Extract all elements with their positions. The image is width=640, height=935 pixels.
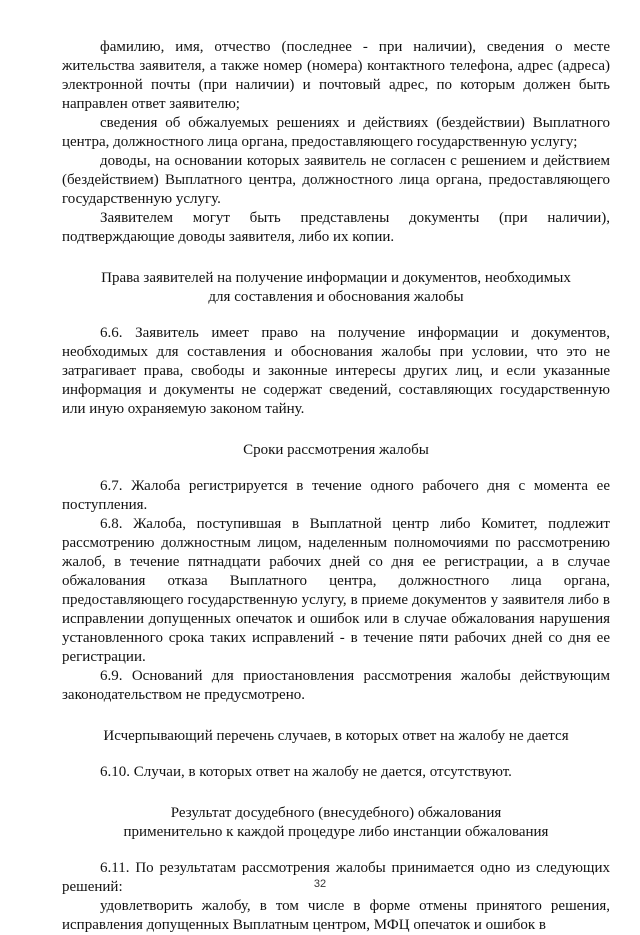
section-heading-exhaustive-list: Исчерпывающий перечень случаев, в которых ответ на жалобу не дается [103, 728, 569, 744]
paragraph-arguments: доводы, на основании которых заявитель не согласен с решением и действием (бездействием) Выплатного центра, должностного лица органа, предоставляющего государственную услугу. [62, 153, 610, 207]
section-heading-result-line2: применительно к каждой процедуре либо инстанции обжалования [123, 824, 549, 840]
paragraph-supporting-documents: Заявителем могут быть представлены документы (при наличии), подтверждающие доводы заявителя, либо их копии. [62, 210, 610, 245]
paragraph-6-8: 6.8. Жалоба, поступившая в Выплатной центр либо Комитет, подлежит рассмотрению должностным лицом, наделенным полномочиями по рассмотрению жалоб, в течение пятнадцати рабочих дней со дня ее регистрации, а в случае обжалования отказа Выплатного центра, должностного лица органа, предоставляющего государственную услугу, в приеме документов у заявителя либо в исправлении допущенных опечаток и ошибок или в случае обжалования нарушения установленного срока таких исправлений - в течение пяти рабочих дней со дня ее регистрации. [62, 516, 610, 665]
paragraph-6-7: 6.7. Жалоба регистрируется в течение одного рабочего дня с момента ее поступления. [62, 478, 610, 513]
page-number: 32 [313, 878, 327, 890]
paragraph-6-11: 6.11. По результатам рассмотрения жалобы принимается одно из следующих решений: [62, 860, 610, 895]
section-heading-terms: Сроки рассмотрения жалобы [243, 442, 429, 458]
section-heading-result [62, 804, 610, 842]
section-heading-rights-line1: Права заявителей на получение информации и документов, необходимых [101, 270, 571, 286]
section-heading-rights [62, 269, 610, 307]
paragraph-6-10: 6.10. Случаи, в которых ответ на жалобу не дается, отсутствуют. [100, 764, 512, 780]
paragraph-6-9: 6.9. Оснований для приостановления рассмотрения жалобы действующим законодательством не предусмотрено. [62, 668, 610, 703]
section-heading-result-line1: Результат досудебного (внесудебного) обжалования [170, 805, 502, 821]
paragraph-6-6: 6.6. Заявитель имеет право на получение информации и документов, необходимых для составления и обоснования жалобы при условии, что это не затрагивает права, свободы и законные интересы других лиц, и если указанные информация и документы не содержат сведений, составляющих государственную или иную охраняемую законом тайну. [62, 325, 610, 417]
paragraph-applicant-details: фамилию, имя, отчество (последнее - при наличии), сведения о месте жительства заявителя, а также номер (номера) контактного телефона, адрес (адреса) электронной почты (при наличии) и почтовый адрес, по которым должен быть направлен ответ заявителю; [62, 39, 610, 112]
paragraph-appealed-decisions: сведения об обжалуемых решениях и действиях (бездействии) Выплатного центра, должностного лица органа, предоставляющего государственную услугу; [62, 115, 610, 150]
paragraph-satisfy-complaint: удовлетворить жалобу, в том числе в форме отмены принятого решения, исправления допущенных Выплатным центром, МФЦ опечаток и ошибок в [62, 898, 610, 933]
section-heading-rights-line2: для составления и обоснования жалобы [208, 289, 464, 305]
document-page [62, 38, 610, 935]
